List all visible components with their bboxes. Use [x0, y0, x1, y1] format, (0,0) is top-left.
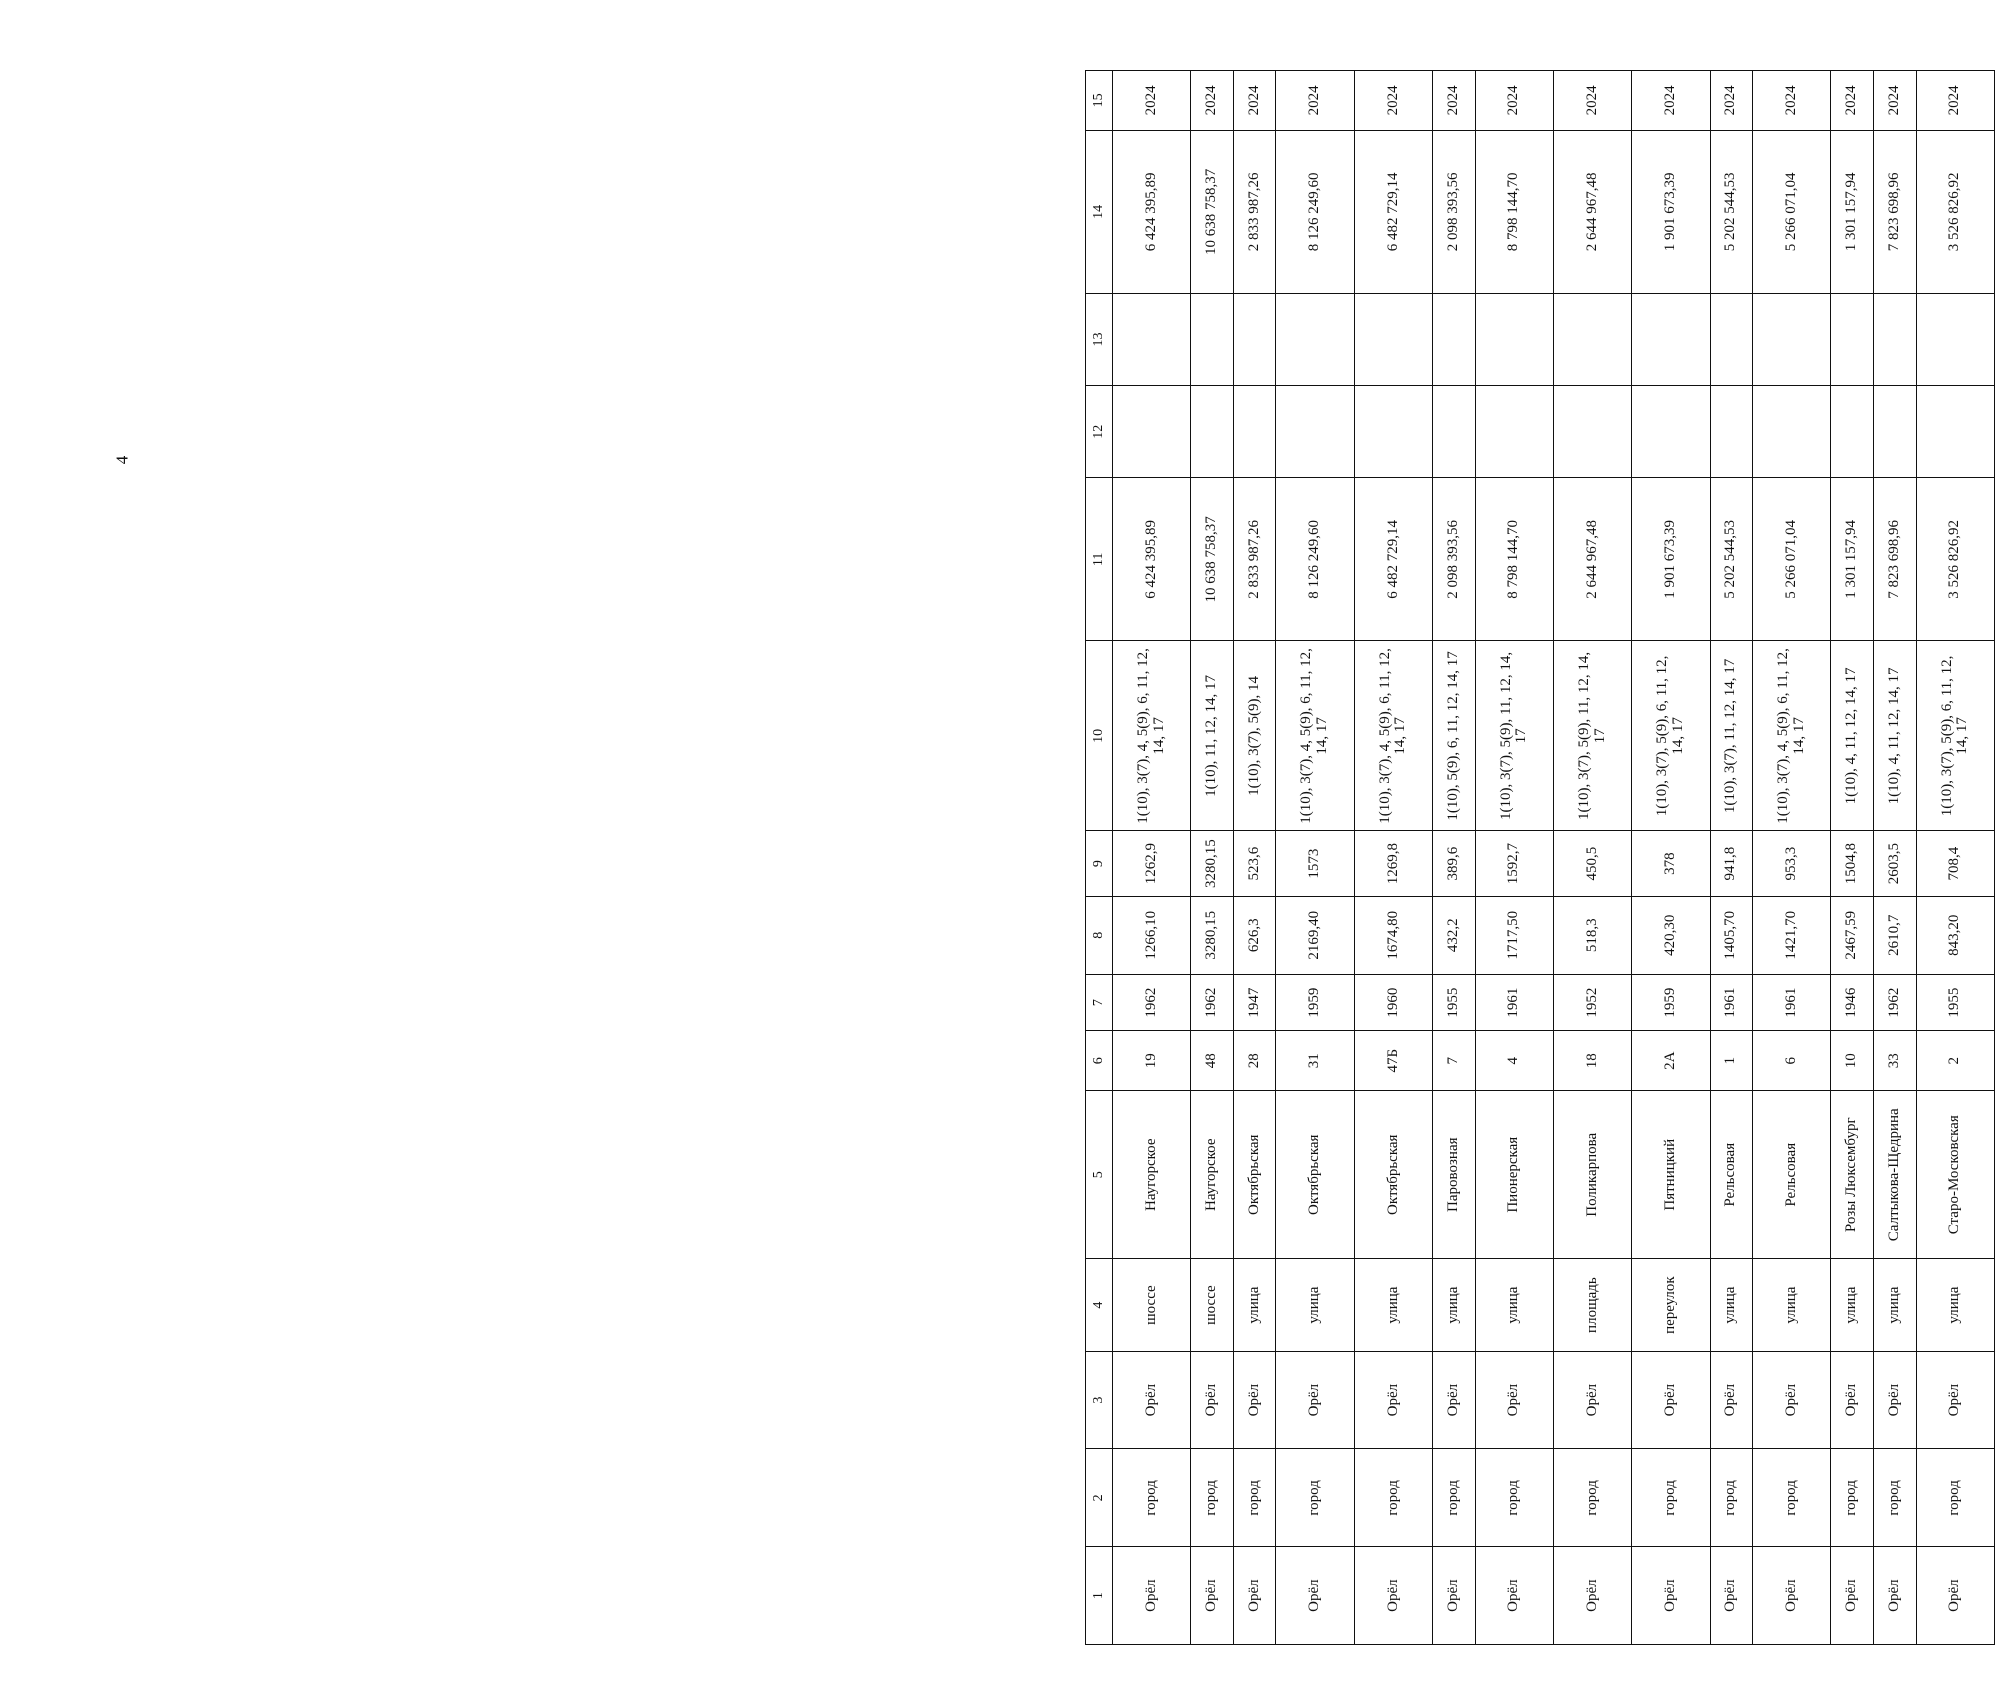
table-cell: 7 823 698,96	[1874, 130, 1917, 293]
table-cell: 2169,40	[1276, 896, 1354, 974]
column-header: 1	[1086, 1547, 1113, 1645]
table-cell: 1717,50	[1475, 896, 1553, 974]
table-cell: Орёл	[1916, 1547, 1994, 1645]
table-row	[1233, 71, 1276, 1645]
table-cell	[1753, 386, 1831, 478]
table-row	[1916, 71, 1994, 1645]
table-cell: 953,3	[1753, 831, 1831, 896]
table-cell: город	[1916, 1449, 1994, 1547]
table-cell: Орёл	[1710, 1351, 1753, 1449]
table-cell: Орёл	[1113, 1547, 1191, 1645]
table-cell: 2 644 967,48	[1553, 130, 1631, 293]
table-cell: 7	[1433, 1031, 1476, 1091]
column-header: 8	[1086, 896, 1113, 974]
table-cell: 1 901 673,39	[1632, 130, 1710, 293]
column-header: 15	[1086, 71, 1113, 131]
table-cell: 450,5	[1553, 831, 1631, 896]
table-cell: 1262,9	[1113, 831, 1191, 896]
table-cell: 2024	[1475, 71, 1553, 131]
table-cell: город	[1710, 1449, 1753, 1547]
table-cell: 1592,7	[1475, 831, 1553, 896]
table-cell: 2 833 987,26	[1233, 130, 1276, 293]
table-cell: улица	[1753, 1259, 1831, 1351]
table-cell: Орёл	[1354, 1351, 1432, 1449]
column-header: 3	[1086, 1351, 1113, 1449]
table-cell	[1632, 293, 1710, 385]
table-cell: 31	[1276, 1031, 1354, 1091]
table-cell: 1(10), 3(7), 4, 5(9), 6, 11, 12, 14, 17	[1113, 641, 1191, 831]
table-cell: Орёл	[1354, 1547, 1432, 1645]
table-cell	[1113, 386, 1191, 478]
table-cell: 1(10), 3(7), 5(9), 6, 11, 12, 14, 17	[1632, 641, 1710, 831]
column-header: 12	[1086, 386, 1113, 478]
table-cell: улица	[1354, 1259, 1432, 1351]
table-cell: улица	[1710, 1259, 1753, 1351]
table-cell: город	[1433, 1449, 1476, 1547]
table-cell	[1354, 293, 1432, 385]
table-cell: Октябрьская	[1276, 1091, 1354, 1259]
column-header: 13	[1086, 293, 1113, 385]
column-header: 9	[1086, 831, 1113, 896]
table-cell: Орёл	[1553, 1547, 1631, 1645]
table-cell: 1 901 673,39	[1632, 478, 1710, 641]
table-cell: 6	[1753, 1031, 1831, 1091]
table-cell: 626,3	[1233, 896, 1276, 974]
table-cell: Салтыкова-Щедрина	[1874, 1091, 1917, 1259]
table-cell: 3280,15	[1191, 896, 1234, 974]
table-cell: 1(10), 3(7), 11, 12, 14, 17	[1710, 641, 1753, 831]
table-cell: 1(10), 4, 11, 12, 14, 17	[1831, 641, 1874, 831]
table-cell: 1421,70	[1753, 896, 1831, 974]
table-cell: 2467,59	[1831, 896, 1874, 974]
table-row	[1710, 71, 1753, 1645]
table-cell	[1553, 293, 1631, 385]
table-cell: 1955	[1433, 974, 1476, 1030]
table-cell: 2610,7	[1874, 896, 1917, 974]
table-cell: 3 526 826,92	[1916, 130, 1994, 293]
table-cell	[1191, 386, 1234, 478]
table-cell: 6 424 395,89	[1113, 130, 1191, 293]
table-cell: 708,4	[1916, 831, 1994, 896]
table-cell: Рельсовая	[1753, 1091, 1831, 1259]
table-cell	[1191, 293, 1234, 385]
table-cell: Пионерская	[1475, 1091, 1553, 1259]
table-cell	[1276, 386, 1354, 478]
table-cell	[1433, 293, 1476, 385]
table-cell: Орёл	[1874, 1351, 1917, 1449]
table-cell: 1	[1710, 1031, 1753, 1091]
table-cell: 1(10), 3(7), 4, 5(9), 6, 11, 12, 14, 17	[1276, 641, 1354, 831]
table-cell: город	[1191, 1449, 1234, 1547]
table-cell: улица	[1475, 1259, 1553, 1351]
table-cell: Паровозная	[1433, 1091, 1476, 1259]
table-cell: 2 833 987,26	[1233, 478, 1276, 641]
table-cell	[1710, 386, 1753, 478]
table-cell: 1946	[1831, 974, 1874, 1030]
table-cell: 33	[1874, 1031, 1917, 1091]
table-cell: Орёл	[1233, 1351, 1276, 1449]
table-cell: 2024	[1433, 71, 1476, 131]
table-cell: 2024	[1354, 71, 1432, 131]
table-cell: Орёл	[1710, 1547, 1753, 1645]
table-cell: Орёл	[1753, 1351, 1831, 1449]
table-cell: Орёл	[1191, 1351, 1234, 1449]
table-cell: 523,6	[1233, 831, 1276, 896]
table-cell	[1113, 293, 1191, 385]
column-header: 6	[1086, 1031, 1113, 1091]
table-cell: Наугорское	[1113, 1091, 1191, 1259]
table-cell: 2024	[1874, 71, 1917, 131]
column-header: 7	[1086, 974, 1113, 1030]
table-cell	[1874, 293, 1917, 385]
table-cell	[1710, 293, 1753, 385]
table-cell: 1269,8	[1354, 831, 1432, 896]
table-cell: 1952	[1553, 974, 1631, 1030]
table-cell: 8 126 249,60	[1276, 130, 1354, 293]
table-cell: 1959	[1632, 974, 1710, 1030]
table-cell: 1959	[1276, 974, 1354, 1030]
table-cell: 1(10), 3(7), 5(9), 11, 12, 14, 17	[1553, 641, 1631, 831]
table-cell: город	[1354, 1449, 1432, 1547]
column-header: 11	[1086, 478, 1113, 641]
table-cell: шоссе	[1191, 1259, 1234, 1351]
table-cell: 3280,15	[1191, 831, 1234, 896]
table-cell: улица	[1433, 1259, 1476, 1351]
rotated-table-container	[1085, 70, 1995, 1645]
table-cell: 6 482 729,14	[1354, 130, 1432, 293]
table-cell: 1266,10	[1113, 896, 1191, 974]
table-cell: 378	[1632, 831, 1710, 896]
table-cell: 1947	[1233, 974, 1276, 1030]
table-cell: 2603,5	[1874, 831, 1917, 896]
table-cell	[1233, 293, 1276, 385]
table-cell: город	[1475, 1449, 1553, 1547]
table-cell: 6 424 395,89	[1113, 478, 1191, 641]
table-cell: 2 098 393,56	[1433, 478, 1476, 641]
table-row	[1831, 71, 1874, 1645]
table-cell: 28	[1233, 1031, 1276, 1091]
table-cell: город	[1113, 1449, 1191, 1547]
table-cell: 1573	[1276, 831, 1354, 896]
table-cell: 6 482 729,14	[1354, 478, 1432, 641]
table-cell: город	[1276, 1449, 1354, 1547]
table-cell: Орёл	[1276, 1351, 1354, 1449]
table-cell: 47Б	[1354, 1031, 1432, 1091]
table-cell: Розы Люксембург	[1831, 1091, 1874, 1259]
housing-repair-table	[1085, 70, 1995, 1645]
table-cell: Орёл	[1916, 1351, 1994, 1449]
table-cell: Поликарпова	[1553, 1091, 1631, 1259]
table-cell	[1233, 386, 1276, 478]
table-row	[1553, 71, 1631, 1645]
table-cell: 8 798 144,70	[1475, 478, 1553, 641]
table-cell: 2	[1916, 1031, 1994, 1091]
table-cell: Орёл	[1113, 1351, 1191, 1449]
table-cell: Орёл	[1632, 1547, 1710, 1645]
page-number: 4	[112, 455, 132, 465]
table-cell: 1(10), 5(9), 6, 11, 12, 14, 17	[1433, 641, 1476, 831]
table-cell: 10 638 758,37	[1191, 130, 1234, 293]
table-row	[1354, 71, 1432, 1645]
table-cell: 5 266 071,04	[1753, 130, 1831, 293]
table-cell: 432,2	[1433, 896, 1476, 974]
table-cell: 1961	[1753, 974, 1831, 1030]
table-row	[1276, 71, 1354, 1645]
table-cell: 1(10), 3(7), 4, 5(9), 6, 11, 12, 14, 17	[1354, 641, 1432, 831]
table-cell: 8 126 249,60	[1276, 478, 1354, 641]
table-cell: 843,20	[1916, 896, 1994, 974]
table-cell: Орёл	[1874, 1547, 1917, 1645]
table-cell: 2024	[1113, 71, 1191, 131]
table-cell: 5 202 544,53	[1710, 130, 1753, 293]
table-cell: 4	[1475, 1031, 1553, 1091]
table-header-row	[1086, 71, 1113, 1645]
table-cell: 1504,8	[1831, 831, 1874, 896]
table-cell	[1916, 386, 1994, 478]
table-cell: 1962	[1874, 974, 1917, 1030]
table-cell: город	[1632, 1449, 1710, 1547]
table-cell: 1955	[1916, 974, 1994, 1030]
table-cell: Орёл	[1475, 1547, 1553, 1645]
table-cell	[1831, 293, 1874, 385]
table-cell: 1962	[1191, 974, 1234, 1030]
table-cell: 2024	[1233, 71, 1276, 131]
table-cell: улица	[1831, 1259, 1874, 1351]
table-cell: Октябрьская	[1233, 1091, 1276, 1259]
table-cell: 2 644 967,48	[1553, 478, 1631, 641]
table-cell: 1961	[1475, 974, 1553, 1030]
column-header: 5	[1086, 1091, 1113, 1259]
table-cell	[1831, 386, 1874, 478]
table-cell: 389,6	[1433, 831, 1476, 896]
table-cell: 5 266 071,04	[1753, 478, 1831, 641]
table-cell: Наугорское	[1191, 1091, 1234, 1259]
table-cell	[1354, 386, 1432, 478]
table-cell	[1475, 386, 1553, 478]
table-cell: 3 526 826,92	[1916, 478, 1994, 641]
table-row	[1874, 71, 1917, 1645]
table-cell: 10	[1831, 1031, 1874, 1091]
table-cell: 1961	[1710, 974, 1753, 1030]
table-cell: город	[1553, 1449, 1631, 1547]
table-cell: Орёл	[1191, 1547, 1234, 1645]
column-header: 14	[1086, 130, 1113, 293]
table-cell: 2024	[1191, 71, 1234, 131]
table-cell: Октябрьская	[1354, 1091, 1432, 1259]
table-row	[1433, 71, 1476, 1645]
table-cell: 1 301 157,94	[1831, 130, 1874, 293]
table-cell: 1674,80	[1354, 896, 1432, 974]
table-cell: Орёл	[1553, 1351, 1631, 1449]
table-cell: 5 202 544,53	[1710, 478, 1753, 641]
table-cell: 2024	[1831, 71, 1874, 131]
table-cell	[1475, 293, 1553, 385]
table-cell: улица	[1276, 1259, 1354, 1351]
table-cell: 18	[1553, 1031, 1631, 1091]
table-cell: 19	[1113, 1031, 1191, 1091]
table-cell: площадь	[1553, 1259, 1631, 1351]
table-cell: 1(10), 4, 11, 12, 14, 17	[1874, 641, 1917, 831]
table-cell: 8 798 144,70	[1475, 130, 1553, 293]
table-cell	[1916, 293, 1994, 385]
table-cell: 48	[1191, 1031, 1234, 1091]
table-cell: 2024	[1276, 71, 1354, 131]
table-body	[1113, 71, 1995, 1645]
table-cell: Орёл	[1753, 1547, 1831, 1645]
table-cell: Орёл	[1233, 1547, 1276, 1645]
table-cell: Орёл	[1831, 1351, 1874, 1449]
table-cell: 1 301 157,94	[1831, 478, 1874, 641]
table-cell: город	[1753, 1449, 1831, 1547]
table-row	[1113, 71, 1191, 1645]
table-cell: 1(10), 3(7), 4, 5(9), 6, 11, 12, 14, 17	[1753, 641, 1831, 831]
table-cell: 2024	[1632, 71, 1710, 131]
table-cell	[1553, 386, 1631, 478]
table-cell: Орёл	[1433, 1547, 1476, 1645]
table-cell: 1960	[1354, 974, 1432, 1030]
table-cell	[1433, 386, 1476, 478]
table-cell: Рельсовая	[1710, 1091, 1753, 1259]
table-cell: улица	[1233, 1259, 1276, 1351]
table-cell: Орёл	[1475, 1351, 1553, 1449]
table-cell: 2024	[1710, 71, 1753, 131]
table-cell: город	[1233, 1449, 1276, 1547]
table-cell	[1276, 293, 1354, 385]
table-cell: 941,8	[1710, 831, 1753, 896]
table-cell: Старо-Московская	[1916, 1091, 1994, 1259]
table-cell: Орёл	[1632, 1351, 1710, 1449]
table-cell: Орёл	[1276, 1547, 1354, 1645]
table-cell: 1405,70	[1710, 896, 1753, 974]
table-cell	[1753, 293, 1831, 385]
column-header: 10	[1086, 641, 1113, 831]
table-cell: 1962	[1113, 974, 1191, 1030]
table-cell: 2024	[1553, 71, 1631, 131]
table-cell: 2024	[1753, 71, 1831, 131]
table-row	[1475, 71, 1553, 1645]
table-cell: Орёл	[1433, 1351, 1476, 1449]
table-cell: 2 098 393,56	[1433, 130, 1476, 293]
table-cell: шоссе	[1113, 1259, 1191, 1351]
table-cell: 420,30	[1632, 896, 1710, 974]
table-cell: Орёл	[1831, 1547, 1874, 1645]
table-cell: 2А	[1632, 1031, 1710, 1091]
table-cell: 1(10), 3(7), 5(9), 11, 12, 14, 17	[1475, 641, 1553, 831]
table-cell: 1(10), 3(7), 5(9), 6, 11, 12, 14, 17	[1916, 641, 1994, 831]
table-cell: переулок	[1632, 1259, 1710, 1351]
column-header: 2	[1086, 1449, 1113, 1547]
table-cell: 2024	[1916, 71, 1994, 131]
table-cell	[1632, 386, 1710, 478]
table-cell	[1874, 386, 1917, 478]
table-row	[1632, 71, 1710, 1645]
table-cell: 1(10), 3(7), 5(9), 14	[1233, 641, 1276, 831]
table-cell: 10 638 758,37	[1191, 478, 1234, 641]
table-cell: Пятницкий	[1632, 1091, 1710, 1259]
table-cell: 7 823 698,96	[1874, 478, 1917, 641]
table-cell: 1(10), 11, 12, 14, 17	[1191, 641, 1234, 831]
table-cell: город	[1831, 1449, 1874, 1547]
table-cell: город	[1874, 1449, 1917, 1547]
table-cell: улица	[1874, 1259, 1917, 1351]
table-row	[1191, 71, 1234, 1645]
table-cell: улица	[1916, 1259, 1994, 1351]
table-row	[1753, 71, 1831, 1645]
table-cell: 518,3	[1553, 896, 1631, 974]
column-header: 4	[1086, 1259, 1113, 1351]
